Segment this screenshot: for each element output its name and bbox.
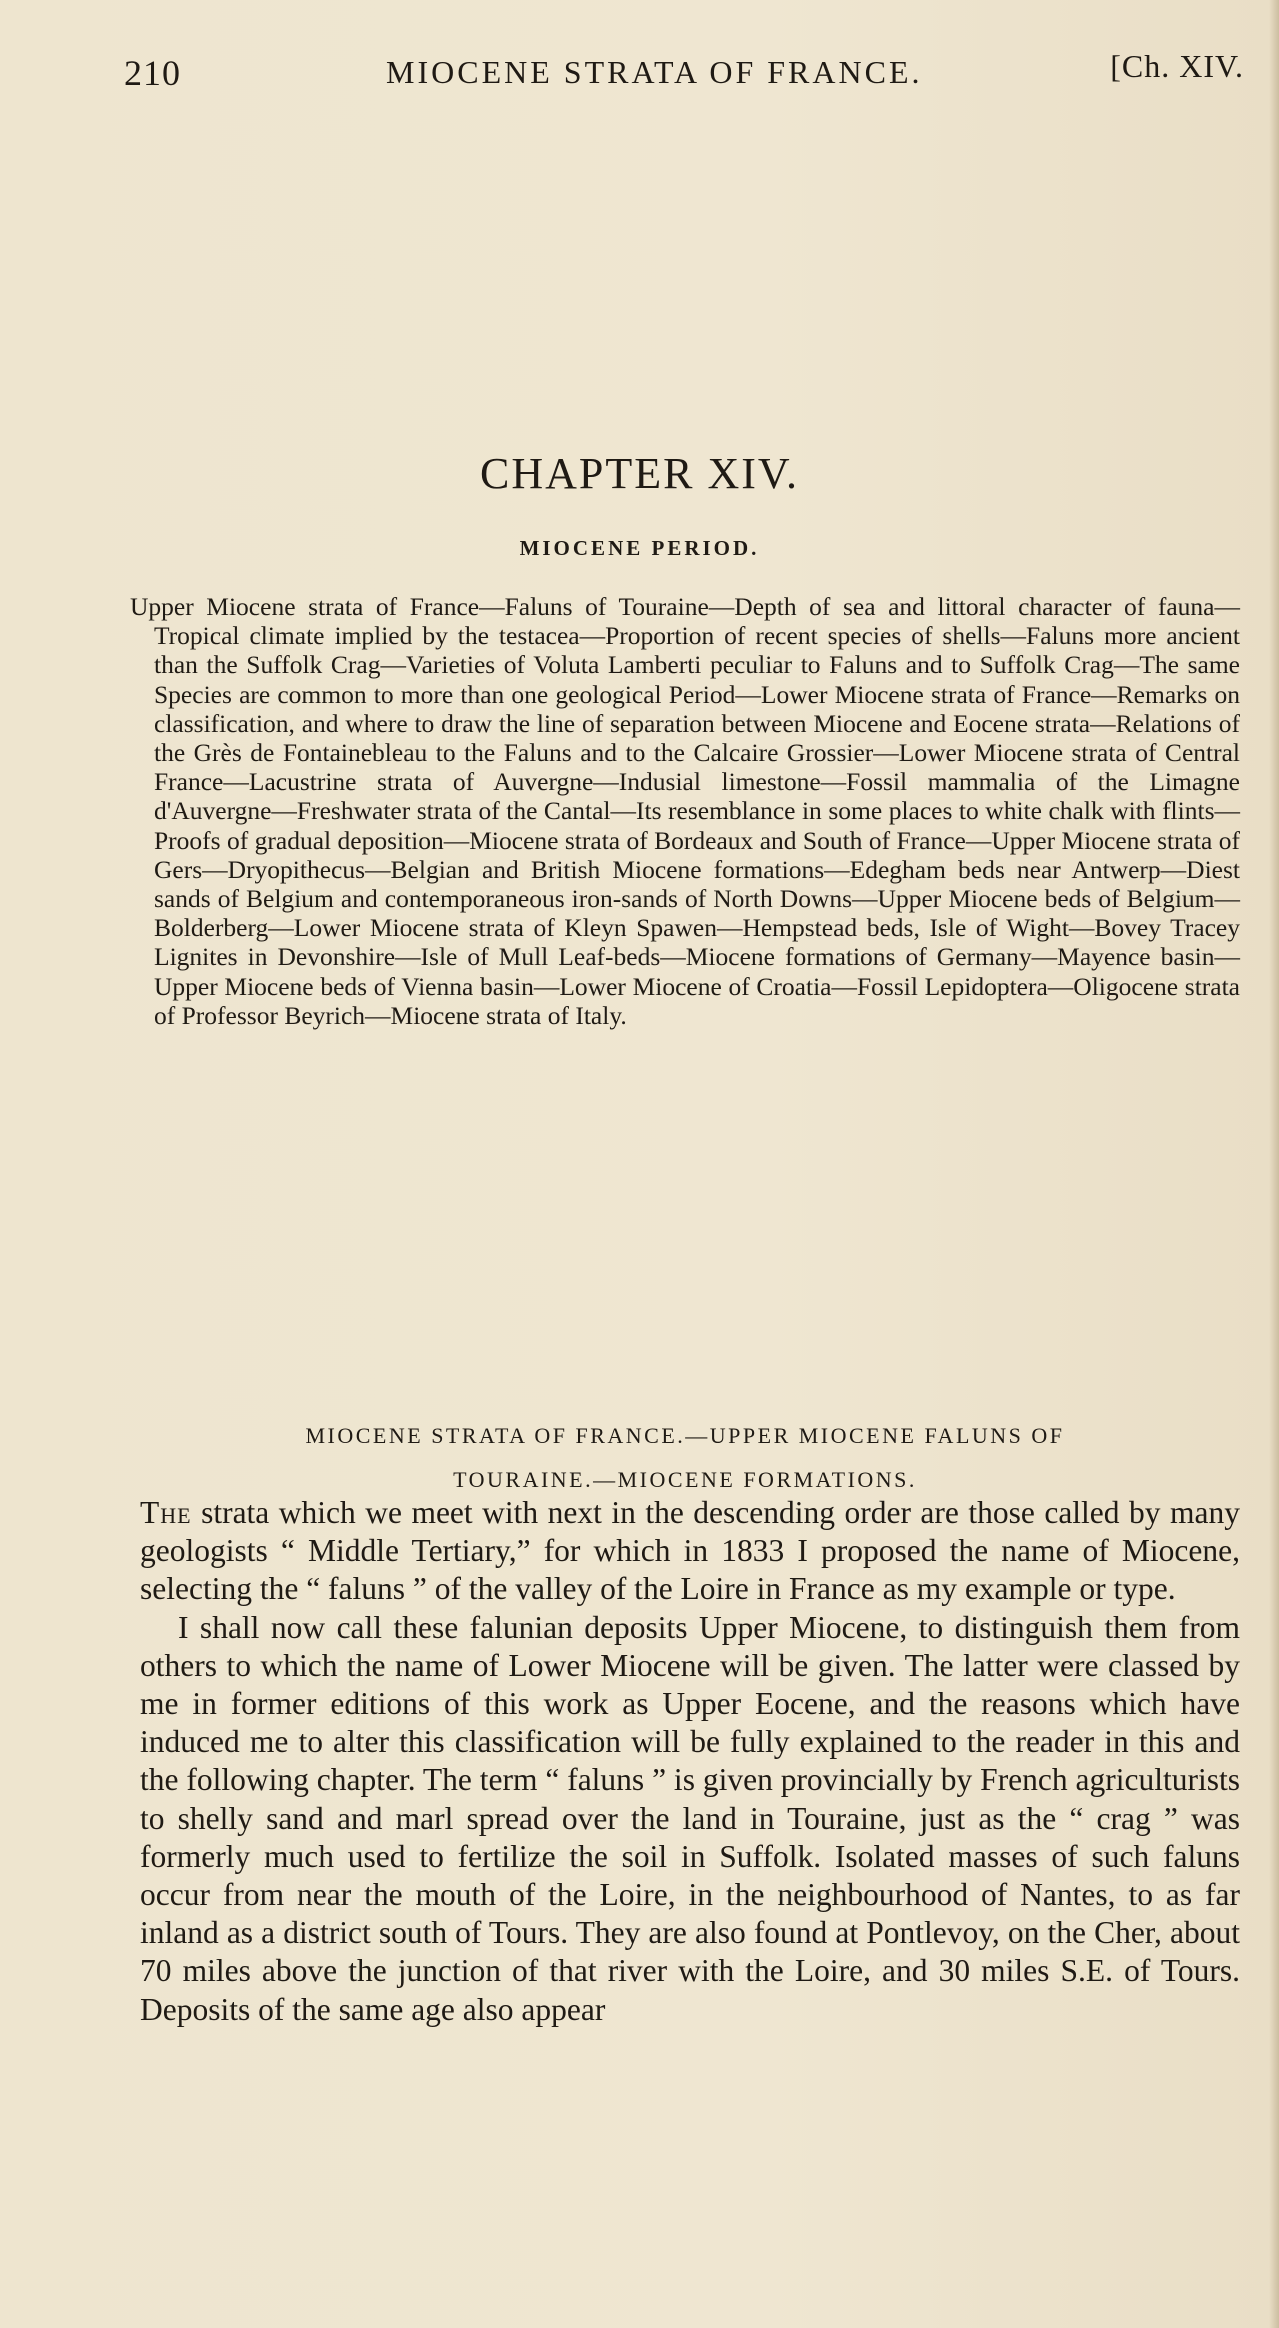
chapter-reference: [Ch. XIV. xyxy=(1110,48,1244,84)
page-edge-shadow xyxy=(1269,0,1279,2328)
paragraph-1-lead: The xyxy=(140,1495,192,1530)
section-heading-line-2: TOURAINE.—MIOCENE FORMATIONS. xyxy=(453,1467,917,1492)
chapter-title: CHAPTER XIV. xyxy=(479,449,799,498)
running-head xyxy=(124,48,1244,94)
body-text xyxy=(140,1494,1240,2029)
page-number: 210 xyxy=(124,53,181,93)
paragraph-1 xyxy=(140,1494,1240,1609)
section-heading xyxy=(130,1414,1240,1502)
period-heading: MIOCENE PERIOD. xyxy=(519,536,760,560)
paragraph-2: I shall now call these falunian deposits Upper Miocene, to distinguish them from others to which the name of Lower Miocene will be given. The latter were classed by me in former editions of this work as Upper Eocene, and the reasons which have induced me to alter this classification will be fully explained to the reader in this and the following chapter. The term “ faluns ” is given provincially by French agriculturists to shelly sand and marl spread over the land in Touraine, just as the “ crag ” was formerly much used to fertilize the soil in Suffolk. Isolated masses of such faluns occur from near the mouth of the Loire, in the neighbourhood of Nantes, to as far inland as a district south of Tours. They are also found at Pontlevoy, on the Cher, about 70 miles above the junction of that river with the Loire, and 30 miles S.E. of Tours. Deposits of the same age also appear xyxy=(140,1609,1240,2027)
paragraph-1-text: strata which we meet with next in the descending order are those called by many geologists “ Middle Tertiary,” for which in 1833 I proposed the name of Miocene, selecting the “ faluns ” of the valley of the Loire in France as my example or type. xyxy=(140,1495,1240,1607)
running-title: MIOCENE STRATA OF FRANCE. xyxy=(386,54,923,90)
section-heading-line-1: MIOCENE STRATA OF FRANCE.—UPPER MIOCENE FALUNS OF xyxy=(305,1423,1065,1448)
chapter-summary: Upper Miocene strata of France—Faluns of Touraine—Depth of sea and littoral character of fauna—Tropical climate implied by the testacea—Proportion of recent species of shells—Faluns more ancient than the Suffolk Crag—Varieties of Voluta Lamberti peculiar to Faluns and to Suffolk Crag—The same Species are common to more than one geological Period—Lower Miocene strata of France—Remarks on classification, and where to draw the line of separation between Miocene and Eocene strata—Relations of the Grès de Fontainebleau to the Faluns and to the Calcaire Grossier—Lower Miocene strata of Central France—Lacustrine strata of Auvergne—Indusial limestone—Fossil mammalia of the Limagne d'Auvergne—Freshwater strata of the Cantal—Its resemblance in some places to white chalk with flints—Proofs of gradual deposition—Miocene strata of Bordeaux and South of France—Upper Miocene strata of Gers—Dryopithecus—Belgian and British Miocene formations—Edegham beds near Antwerp—Diest sands of Belgium and contemporaneous iron-sands of North Downs—Upper Miocene beds of Belgium—Bolderberg—Lower Miocene strata of Kleyn Spawen—Hempstead beds, Isle of Wight—Bovey Tracey Lignites in Devonshire—Isle of Mull Leaf-beds—Miocene formations of Germany—Mayence basin—Upper Miocene beds of Vienna basin—Lower Miocene of Croatia—Fossil Lepidoptera—Oligocene strata of Professor Beyrich—Miocene strata of Italy. xyxy=(130,592,1240,1030)
